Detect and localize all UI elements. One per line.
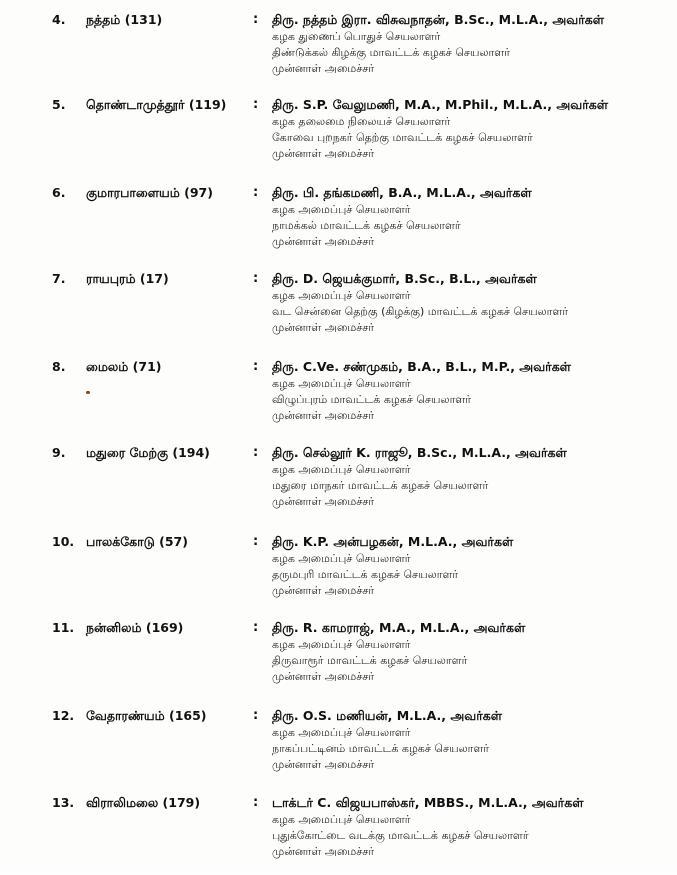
role-line-3: முன்னாள் அமைச்சர்	[272, 321, 375, 334]
constituency-name: ராயபுரம் (17)	[86, 271, 169, 286]
entry-8	[0, 359, 677, 439]
separator-colon: :	[253, 534, 259, 549]
role-line-2: திண்டுக்கல் கிழக்கு மாவட்டக் கழகச் செயலாளர்	[272, 46, 510, 59]
role-line-3: முன்னாள் அமைச்சர்	[272, 409, 375, 422]
role-line-1: கழக அமைப்புச் செயலாளர்	[272, 726, 411, 739]
member-name: திரு. S.P. வேலுமணி, M.A., M.Phil., M.L.A., அவர்கள்	[272, 97, 609, 112]
member-name: திரு. பி. தங்கமணி, B.A., M.L.A., அவர்கள்	[272, 185, 532, 200]
role-line-3: முன்னாள் அமைச்சர்	[272, 845, 375, 858]
entry-number: 13.	[52, 795, 75, 810]
role-line-3: முன்னாள் அமைச்சர்	[272, 62, 375, 75]
entry-number: 9.	[52, 445, 66, 460]
separator-colon: :	[253, 620, 259, 635]
member-name: திரு. R. காமராஜ், M.A., M.L.A., அவர்கள்	[272, 620, 526, 635]
entry-12	[0, 708, 677, 788]
entry-9	[0, 445, 677, 525]
role-line-1: கழக அமைப்புச் செயலாளர்	[272, 552, 411, 565]
member-name: திரு. செல்லூர் K. ராஜூ, B.Sc., M.L.A., அவர்கள்	[272, 445, 567, 460]
member-name: திரு. C.Ve. சண்முகம், B.A., B.L., M.P., அவர்கள்	[272, 359, 571, 374]
entry-number: 12.	[52, 708, 75, 723]
separator-colon: :	[253, 97, 259, 112]
role-line-2: நாமக்கல் மாவட்டக் கழகச் செயலாளர்	[272, 219, 461, 232]
role-line-2: மதுரை மாநகர் மாவட்டக் கழகச் செயலாளர்	[272, 479, 489, 492]
separator-colon: :	[253, 12, 259, 27]
constituency-name: மதுரை மேற்கு (194)	[86, 445, 210, 460]
role-line-3: முன்னாள் அமைச்சர்	[272, 670, 375, 683]
role-line-2: நாகப்பட்டினம் மாவட்டக் கழகச் செயலாளர்	[272, 742, 490, 755]
role-line-2: திருவாரூர் மாவட்டக் கழகச் செயலாளர்	[272, 654, 468, 667]
role-line-3: முன்னாள் அமைச்சர்	[272, 758, 375, 771]
role-line-2: கோவை புறநகர் தெற்கு மாவட்டக் கழகச் செயலாளர்	[272, 131, 533, 144]
constituency-name: குமாரபாளையம் (97)	[86, 185, 213, 200]
role-line-1: கழக அமைப்புச் செயலாளர்	[272, 463, 411, 476]
separator-colon: :	[253, 185, 259, 200]
role-line-1: கழக துணைப் பொதுச் செயலாளர்	[272, 30, 441, 43]
entry-number: 4.	[52, 12, 66, 27]
member-name: திரு. நத்தம் இரா. விசுவநாதன், B.Sc., M.L.A., அவர்கள்	[272, 12, 604, 27]
member-name: திரு. K.P. அன்பழகன், M.L.A., அவர்கள்	[272, 534, 514, 549]
entry-5	[0, 97, 677, 177]
role-line-3: முன்னாள் அமைச்சர்	[272, 147, 375, 160]
member-name: திரு. D. ஜெயக்குமார், B.Sc., B.L., அவர்கள்	[272, 271, 537, 286]
entry-4	[0, 12, 677, 92]
role-line-2: விழுப்புரம் மாவட்டக் கழகச் செயலாளர்	[272, 393, 471, 406]
entry-number: 6.	[52, 185, 66, 200]
role-line-1: கழக தலைமை நிலையச் செயலாளர்	[272, 115, 451, 128]
role-line-3: முன்னாள் அமைச்சர்	[272, 584, 375, 597]
separator-colon: :	[253, 271, 259, 286]
separator-colon: :	[253, 359, 259, 374]
constituency-name: வேதாரண்யம் (165)	[86, 708, 207, 723]
separator-colon: :	[253, 445, 259, 460]
entry-6	[0, 185, 677, 265]
constituency-name: பாலக்கோடு (57)	[86, 534, 188, 549]
ink-speck	[86, 391, 90, 394]
role-line-2: தருமபுரி மாவட்டக் கழகச் செயலாளர்	[272, 568, 459, 581]
entry-number: 10.	[52, 534, 75, 549]
separator-colon: :	[253, 795, 259, 810]
role-line-1: கழக அமைப்புச் செயலாளர்	[272, 203, 411, 216]
role-line-2: புதுக்கோட்டை வடக்கு மாவட்டக் கழகச் செயலாளர்	[272, 829, 529, 842]
constituency-name: நத்தம் (131)	[86, 12, 163, 27]
role-line-1: கழக அமைப்புச் செயலாளர்	[272, 638, 411, 651]
role-line-3: முன்னாள் அமைச்சர்	[272, 235, 375, 248]
role-line-2: வட சென்னை தெற்கு (கிழக்கு) மாவட்டக் கழகச் செயலாளர்	[272, 305, 569, 318]
constituency-name: தொண்டாமுத்தூர் (119)	[86, 97, 227, 112]
constituency-name: நன்னிலம் (169)	[86, 620, 184, 635]
entry-13	[0, 795, 677, 875]
entry-number: 7.	[52, 271, 66, 286]
role-line-1: கழக அமைப்புச் செயலாளர்	[272, 813, 411, 826]
constituency-name: விராலிமலை (179)	[86, 795, 201, 810]
entry-number: 5.	[52, 97, 66, 112]
entry-number: 11.	[52, 620, 75, 635]
role-line-3: முன்னாள் அமைச்சர்	[272, 495, 375, 508]
role-line-1: கழக அமைப்புச் செயலாளர்	[272, 377, 411, 390]
entry-10	[0, 534, 677, 614]
role-line-1: கழக அமைப்புச் செயலாளர்	[272, 289, 411, 302]
separator-colon: :	[253, 708, 259, 723]
entry-number: 8.	[52, 359, 66, 374]
entry-11	[0, 620, 677, 700]
entry-7	[0, 271, 677, 351]
member-name: திரு. O.S. மணியன், M.L.A., அவர்கள்	[272, 708, 503, 723]
constituency-name: மைலம் (71)	[86, 359, 162, 374]
member-name: டாக்டர் C. விஜயபாஸ்கர், MBBS., M.L.A., அவர்கள்	[272, 795, 584, 810]
